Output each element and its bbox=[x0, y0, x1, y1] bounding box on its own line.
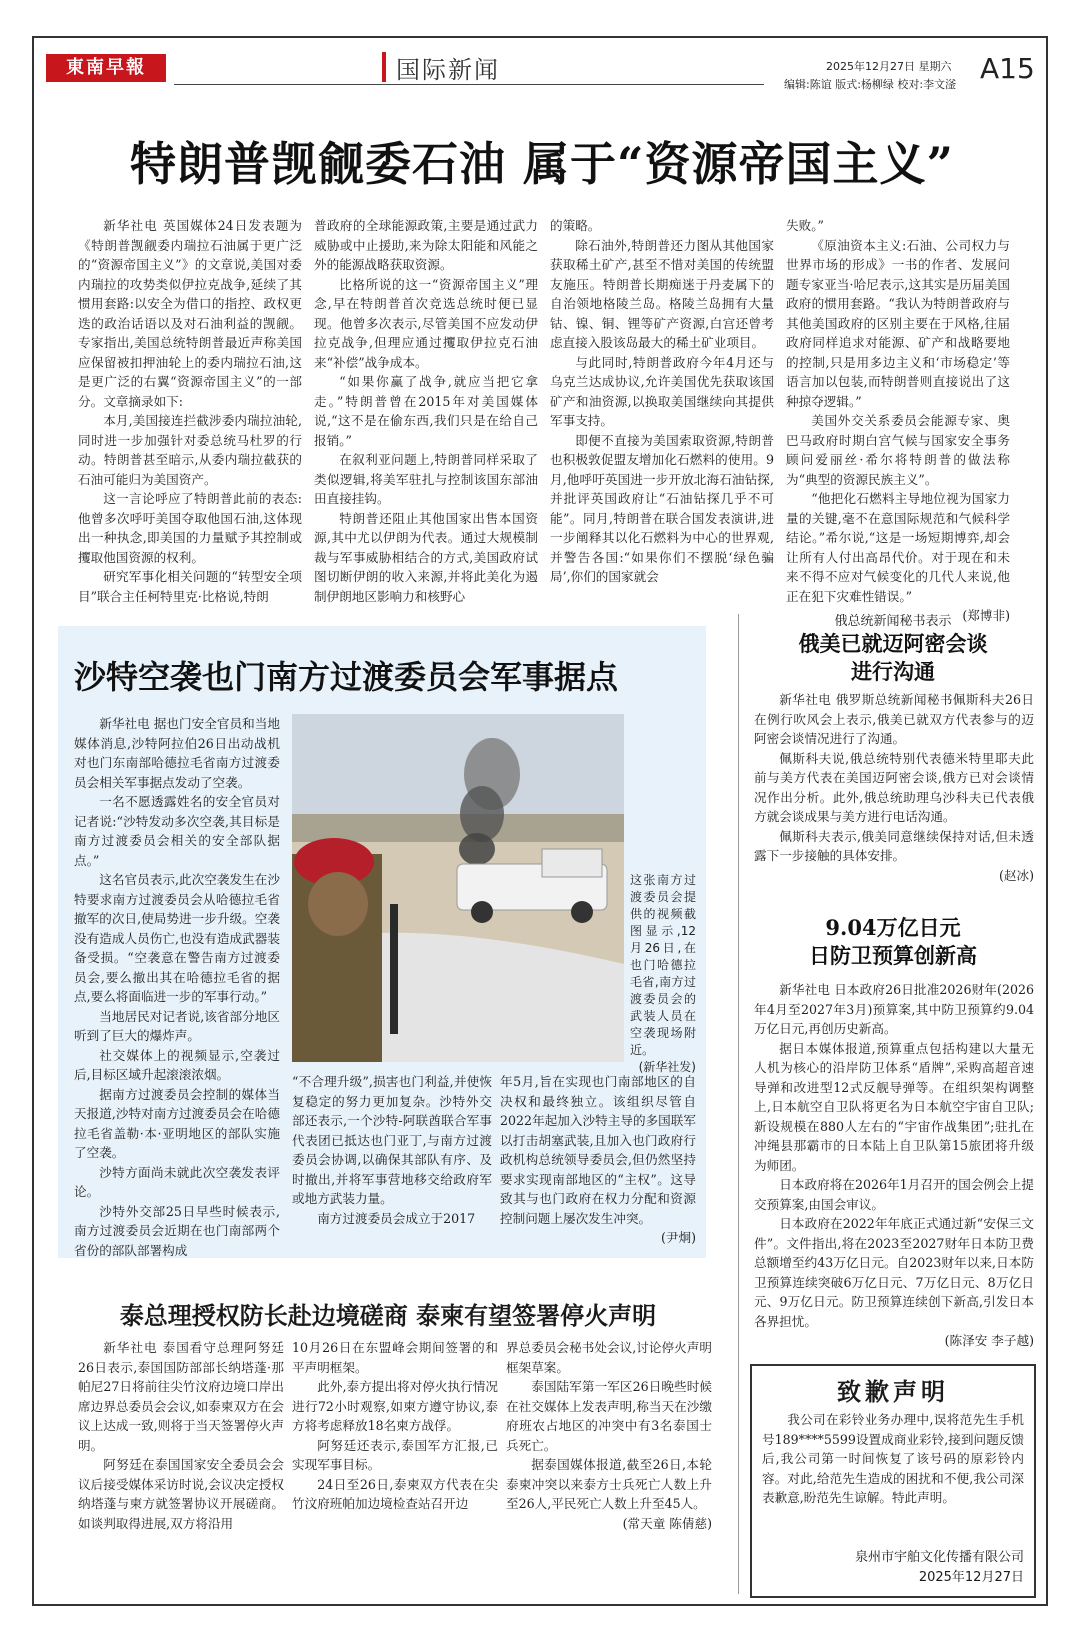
lead-col3-p: 即便不直接为美国索取资源,特朗普也积极敦促盟友增加化石燃料的使用。9月,他呼吁英国进一步开放北海石油钻探,并批评英国政府让“石油钻探几乎不可能”。同月,特朗普在联合国发表演讲,进一步阐释其以化石燃料为中心的世界观,并警告各国:“如果你们不摆脱‘绿色骗局’,你们的国家就会 bbox=[550, 432, 774, 584]
russia-p: 佩斯科夫表示,俄美同意继续保持对话,但未透露下一步接触的具体安排。 bbox=[754, 828, 1034, 863]
apology-title: 致歉声明 bbox=[837, 1377, 949, 1406]
newspaper-logo: 東南早報 bbox=[46, 54, 166, 82]
page-number: A15 bbox=[980, 52, 1035, 85]
japan-p: 据日本媒体报道,预算重点包括构建以大量无人机为核心的沿岸防卫体系“盾牌”,采购高超音速导弹和改进型12式反舰导弹等。在组织架构调整上,日本航空自卫队将更名为日本航空宇宙自卫队;新设规模在880人左右的“宇宙作战集团”;驻扎在冲绳县那霸市的日本陆上自卫队第15旅团将升级为师团。 bbox=[754, 1040, 1034, 1173]
thai-byline: (常天童 陈倩慈) bbox=[622, 1515, 712, 1531]
apology-text: 我公司在彩铃业务办理中,误将范先生手机号189****5599设置成商业彩铃,接到问题反馈后,我公司第一时间恢复了该号码的原彩铃内容。对此,给范先生造成的困扰和不便,我公司深表歉意,盼范先生谅解。特此声明。 bbox=[762, 1412, 1024, 1505]
russia-p: 新华社电 俄罗斯总统新闻秘书佩斯科夫26日在例行吹风会上表示,俄美已就双方代表参与的迈阿密会谈情况进行了沟通。 bbox=[754, 692, 1034, 746]
thai-col2-p: 24日至26日,泰柬双方代表在尖竹汶府班帕加边境检查站召开边 bbox=[292, 1476, 498, 1511]
japan-p: 日本政府将在2026年1月召开的国会例会上提交预算案,由国会审议。 bbox=[754, 1177, 1034, 1212]
lead-col4-p: 美国外交关系委员会能源专家、奥巴马政府时期白宫气候与国家安全事务顾问爱丽丝·希尔将特朗普的做法称为“典型的资源民族主义”。 bbox=[786, 413, 1010, 487]
lead-col4-p: 失败。” bbox=[786, 218, 824, 233]
lead-col2-p: 比格所说的这一“资源帝国主义”理念,早在特朗普首次竞选总统时便已显现。他曾多次表示,尽管美国不应发动伊拉克战争,但理应通过攫取伊拉克石油来“补偿”战争成本。 bbox=[314, 276, 538, 370]
russia-p: 佩斯科夫说,俄总统特别代表德米特里耶夫此前与美方代表在美国迈阿密会谈,俄方已对会谈情况作出分析。此外,俄总统助理乌沙科夫已代表俄方就会谈成果与美方进行电话沟通。 bbox=[754, 750, 1034, 824]
japan-body bbox=[754, 980, 1034, 1352]
lead-col2-p: “如果你赢了战争,就应当把它拿走。”特朗普曾在2015年对美国媒体说,“这不是在偷东西,我们只是在给自己报销。” bbox=[314, 374, 538, 448]
airstrike-photo bbox=[292, 714, 624, 1062]
header-rule bbox=[174, 84, 764, 85]
saudi-col1-p: 据南方过渡委员会控制的媒体当天报道,沙特对南方过渡委员会在哈德拉毛省盖勒·本·亚明地区的部队实施了空袭。 bbox=[74, 1086, 280, 1160]
apology-body bbox=[762, 1410, 1024, 1530]
lead-col1-p: 研究军事化相关问题的“转型安全项目”联合主任柯特里克·比格说,特朗 bbox=[78, 569, 302, 604]
apology-company: 泉州市宇舶文化传播有限公司 bbox=[854, 1550, 1024, 1565]
section-marker bbox=[382, 52, 386, 82]
saudi-col2-p: 南方过渡委员会成立于2017 bbox=[317, 1210, 476, 1226]
saudi-col1-p: 一名不愿透露姓名的安全官员对记者说:“沙特发动多次空袭,其目标是南方过渡委员会相关的安全部队据点。” bbox=[74, 794, 280, 868]
lead-col1-p: 这一言论呼应了特朗普此前的表态:他曾多次呼吁美国夺取他国石油,这体现出一种执念,即美国的力量赋予其控制或攫取他国资源的权利。 bbox=[78, 491, 302, 565]
lead-col2-p: 普政府的全球能源政策,主要是通过武力威胁或中止援助,来为除太阳能和风能之外的能源战略获取资源。 bbox=[314, 218, 538, 272]
thai-col3-p: 泰国陆军第一军区26日晚些时候在社交媒体上发表声明,称当天在沙缴府班农占地区的冲突中有3名泰国士兵死亡。 bbox=[506, 1379, 712, 1453]
saudi-col1-p: 社交媒体上的视频显示,空袭过后,目标区域升起滚滚浓烟。 bbox=[74, 1047, 280, 1082]
thai-col2-p: 此外,泰方提出将对停火执行情况进行72小时观察,如柬方遵守协议,泰方将考虑释放18名柬方战俘。 bbox=[292, 1379, 498, 1433]
thai-col2-p: 阿努廷还表示,泰国军方汇报,已实现军事目标。 bbox=[292, 1437, 498, 1472]
japan-p: 新华社电 日本政府26日批准2026财年(2026年4月至2027年3月)预算案,其中防卫预算约9.04万亿日元,再创历史新高。 bbox=[754, 982, 1034, 1036]
thai-col3-p: 界总委员会秘书处会议,讨论停火声明框架草案。 bbox=[506, 1340, 712, 1375]
section-title: 国际新闻 bbox=[396, 56, 500, 84]
lead-col2-p: 特朗普还阻止其他国家出售本国资源,其中尤以伊朗为代表。通过大规模制裁与军事威胁相结合的方式,美国政府试图切断伊朗的收入来源,并将此美化为遏制伊朗地区影响力和核野心 bbox=[314, 510, 538, 604]
editors-credit: 编辑:陈谊 版式:杨柳绿 校对:李文滏 bbox=[784, 78, 957, 91]
lead-col-3 bbox=[550, 216, 774, 606]
russia-headline-line2: 进行沟通 bbox=[851, 659, 935, 684]
saudi-col1-p: 新华社电 据也门安全官员和当地媒体消息,沙特阿拉伯26日出动战机对也门东南部哈德拉毛省南方过渡委员会相关军事据点发动了空袭。 bbox=[74, 716, 280, 790]
thai-col1-p: 阿努廷在泰国国家安全委员会会议后接受媒体采访时说,会议决定授权纳塔蓬与柬方就签署协议开展磋商。如谈判取得进展,双方将沿用 bbox=[78, 1457, 284, 1531]
lead-col1-p: 新华社电 英国媒体24日发表题为《特朗普觊觎委内瑞拉石油属于更广泛的“资源帝国主义”》的文章说,美国对委内瑞拉的攻势类似伊拉克战争,延续了其惯用套路:以安全为借口的指控、政权更迭的政治话语以及对石油利益的觊觎。专家指出,美国总统特朗普最近声称美国应保留被扣押油轮上的委内瑞拉石油,这是更广泛的右翼“资源帝国主义”的一部分。文章摘录如下: bbox=[78, 218, 302, 409]
thai-col-1 bbox=[78, 1338, 284, 1588]
lead-col1-p: 本月,美国接连拦截涉委内瑞拉油轮,同时进一步加强针对委总统马杜罗的行动。特朗普甚至暗示,从委内瑞拉截获的石油可能归为美国资产。 bbox=[78, 413, 302, 487]
lead-col-2 bbox=[314, 216, 538, 606]
saudi-col-2 bbox=[292, 1072, 492, 1248]
caption-credit: (新华社发) bbox=[638, 1060, 696, 1074]
airstrike-photo-drawing bbox=[292, 714, 624, 1062]
saudi-col3-p: 年5月,旨在实现也门南部地区的自决权和最终独立。该组织尽管自2022年起加入沙特主导的多国联军以打击胡塞武装,且加入也门政府行政机构总统领导委员会,但仍然坚持要求实现南部地区的“主权”。这导致其与也门政府在权力分配和资源控制问题上屡次发生冲突。 bbox=[500, 1074, 696, 1226]
lead-col3-p: 与此同时,特朗普政府今年4月还与乌克兰达成协议,允许美国优先获取该国矿产和油资源,以换取美国继续向其提供军事支持。 bbox=[550, 354, 774, 428]
apology-date: 2025年12月27日 bbox=[918, 1570, 1024, 1585]
saudi-headline: 沙特空袭也门南方过渡委员会军事据点 bbox=[74, 658, 619, 696]
saudi-col2-p: “不合理升级”,损害也门利益,并使恢复稳定的努力更加复杂。沙特外交部还表示,一个沙特-阿联酋联合军事代表团已抵达也门亚丁,与南方过渡委员会协调,以确保其部队有序、及时撤出,并将军事营地移交给政府军或地方武装力量。 bbox=[292, 1074, 492, 1206]
saudi-byline: (尹炯) bbox=[660, 1230, 696, 1245]
russia-kicker: 俄总统新闻秘书表示 bbox=[834, 614, 952, 629]
thai-headline: 泰总理授权防长赴边境磋商 泰柬有望签署停火声明 bbox=[119, 1301, 657, 1330]
photo-caption bbox=[630, 872, 696, 1076]
lead-byline: (郑博非) bbox=[962, 608, 1010, 623]
newspaper-page bbox=[32, 36, 1048, 1606]
russia-headline-line1: 俄美已就迈阿密会谈 bbox=[798, 631, 988, 656]
saudi-col1-p: 这名官员表示,此次空袭发生在沙特要求南方过渡委员会从哈德拉毛省撤军的次日,使局势进一步升级。空袭没有造成人员伤亡,也没有造成武器装备受损。“空袭意在警告南方过渡委员会,要么撤出其在哈德拉毛省的据点,要么将面临进一步的军事行动。” bbox=[74, 872, 280, 1004]
lead-col-1 bbox=[78, 216, 302, 606]
apology-notice bbox=[750, 1364, 1036, 1598]
lead-col4-p: “他把化石燃料主导地位视为国家力量的关键,毫不在意国际规范和气候科学结论。”希尔说,“这是一场短期博弈,却会让所有人付出高昂代价。对于现在和未来不得不应对气候变化的几代人来说,他正在犯下灾难性错误。” bbox=[786, 491, 1010, 604]
issue-date: 2025年12月27日 星期六 bbox=[826, 60, 952, 73]
lead-col3-p: 的策略。 bbox=[550, 218, 601, 233]
caption-text: 这张南方过渡委员会提供的视频截图显示,12月26日,在也门哈德拉毛省,南方过渡委员会的武装人员在空袭现场附近。 bbox=[630, 873, 696, 1057]
japan-headline-line1: 9.04万亿日元 bbox=[825, 915, 961, 940]
thai-col3-p: 据泰国媒体报道,截至26日,本轮泰柬冲突以来泰方士兵死亡人数上升至26人,平民死亡人数上升至45人。 bbox=[506, 1457, 712, 1511]
lead-headline: 特朗普觊觎委石油 属于“资源帝国主义” bbox=[130, 137, 954, 191]
lead-col3-p: 除石油外,特朗普还力图从其他国家获取稀土矿产,甚至不惜对美国的传统盟友施压。特朗普长期痴迷于丹麦属下的自治领地格陵兰岛。格陵兰岛拥有大量钴、镍、铜、锂等矿产资源,白宫还曾考虑直接入股该岛最大的稀土矿业项目。 bbox=[550, 237, 774, 350]
japan-headline-line2: 日防卫预算创新高 bbox=[809, 943, 977, 968]
saudi-col-1 bbox=[74, 714, 280, 1258]
thai-col1-p: 新华社电 泰国看守总理阿努廷26日表示,泰国国防部部长纳塔蓬·那帕尼27日将前往尖竹汶府边境口岸出席边界总委员会会议,如泰柬双方在会议上达成一致,则将于当天签署停火声明。 bbox=[78, 1340, 284, 1453]
lead-col2-p: 在叙利亚问题上,特朗普同样采取了类似逻辑,将美军驻扎与控制该国东部油田直接挂钩。 bbox=[314, 452, 538, 506]
lead-col4-p: 《原油资本主义:石油、公司权力与世界市场的形成》一书的作者、发展问题专家亚当·哈尼表示,这其实是历届美国政府的惯用套路。“我认为特朗普政府与其他美国政府的区别主要在于风格,往届政府同样追求对能源、矿产和战略要地的控制,只是用多边主义和‘市场稳定’等语言加以包装,而特朗普则直接说出了这种掠夺逻辑。” bbox=[786, 237, 1010, 409]
japan-byline: (陈泽安 李子越) bbox=[944, 1333, 1034, 1348]
saudi-col1-p: 沙特外交部25日早些时候表示,南方过渡委员会近期在也门南部两个省份的部队部署构成 bbox=[74, 1203, 280, 1258]
column-divider bbox=[738, 614, 739, 1594]
thai-col-2 bbox=[292, 1338, 498, 1588]
russia-body bbox=[754, 690, 1034, 890]
saudi-col1-p: 当地居民对记者说,该省部分地区听到了巨大的爆炸声。 bbox=[74, 1008, 280, 1043]
russia-byline: (赵冰) bbox=[998, 867, 1034, 883]
japan-p: 日本政府在2022年年底正式通过新“安保三文件”。文件指出,将在2023至2027财年日本防卫费总额增至约43万亿日元。自2023财年以来,日本防卫预算连续突破6万亿日元、7万亿日元、8万亿日元、9万亿日元。防卫预算连续创下新高,引发日本各界担忧。 bbox=[754, 1216, 1034, 1329]
thai-col2-p: 10月26日在东盟峰会期间签署的和平声明框架。 bbox=[292, 1340, 498, 1375]
saudi-col1-p: 沙特方面尚未就此次空袭发表评论。 bbox=[74, 1164, 280, 1199]
saudi-col-3 bbox=[500, 1072, 696, 1248]
thai-col-3 bbox=[506, 1338, 712, 1588]
